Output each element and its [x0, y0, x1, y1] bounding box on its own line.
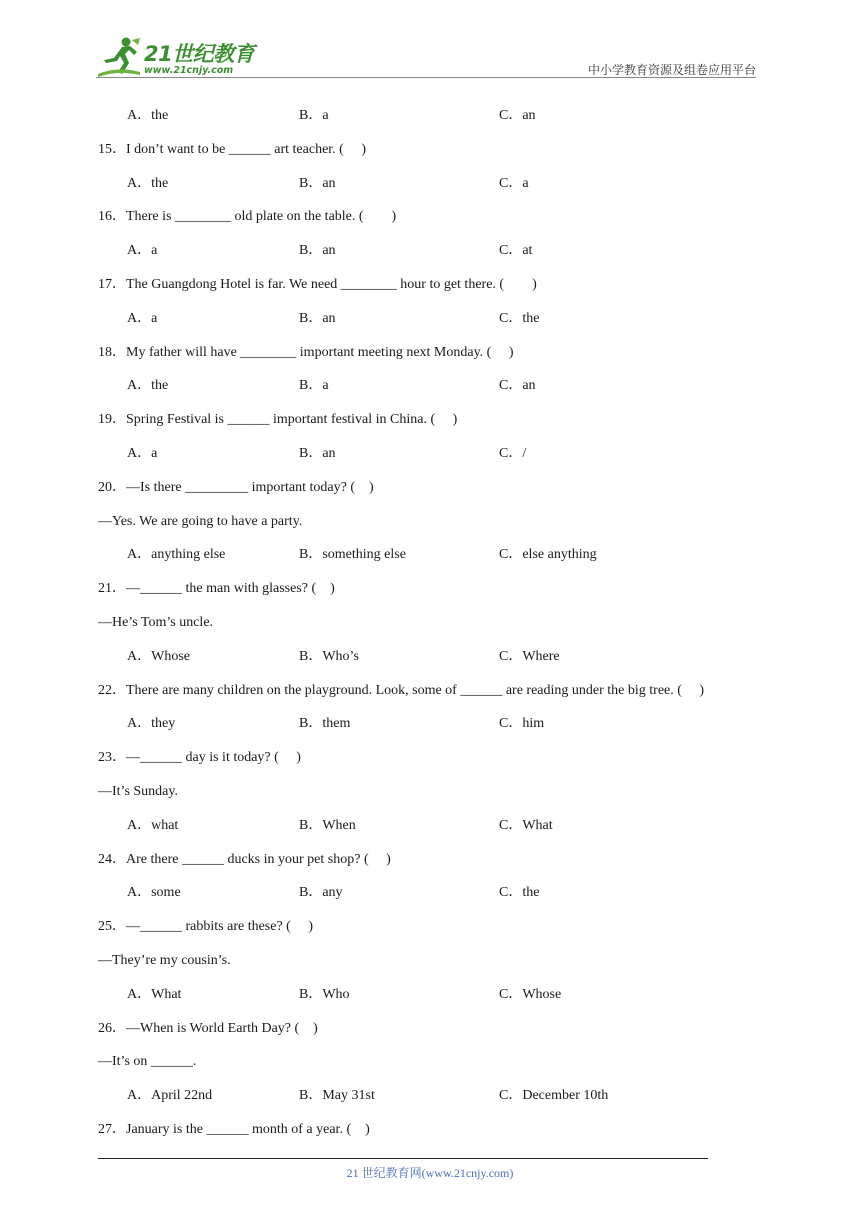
header-divider — [96, 77, 756, 78]
answer-options — [98, 104, 778, 138]
question-line: 22．There are many children on the playground. Look, some of ______ are reading under the big tree. ( ) — [98, 682, 705, 698]
logo-title: 21世纪教育 — [144, 42, 255, 66]
option-b[interactable]: B．any — [299, 885, 343, 901]
option-b[interactable]: B．a — [299, 108, 329, 123]
platform-name: 中小学教育资源及组卷应用平台 — [587, 63, 756, 77]
option-a[interactable]: A．the — [127, 108, 169, 123]
option-c[interactable]: C．at — [499, 243, 533, 259]
question-list — [98, 104, 778, 1152]
question-line: 16．There is ________ old plate on the table. ( ) — [98, 209, 397, 225]
option-b[interactable]: B．an — [299, 175, 336, 191]
question-line: 19．Spring Festival is ______ important festival in China. ( ) — [98, 412, 458, 428]
question-line: 17．The Guangdong Hotel is far. We need ________ hour to get there. ( ) — [98, 276, 537, 292]
question-line: 21．—______ the man with glasses? ( ) — [98, 581, 335, 597]
option-c[interactable]: C．/ — [499, 445, 527, 461]
page-header — [96, 30, 756, 78]
option-c[interactable]: C．Whose — [499, 986, 562, 1002]
answer-options — [98, 442, 778, 476]
option-b[interactable]: B．something else — [299, 547, 406, 563]
footer-text[interactable]: 21 世纪教育网(www.21cnjy.com) — [346, 1166, 514, 1180]
footer-divider — [98, 1158, 708, 1159]
question-line: —He’s Tom’s uncle. — [98, 614, 214, 630]
answer-options — [98, 645, 778, 679]
option-b[interactable]: B．When — [299, 817, 356, 833]
option-b[interactable]: B．an — [299, 445, 336, 461]
question-line: 24．Are there ______ ducks in your pet shop? ( ) — [98, 851, 391, 867]
answer-options — [98, 814, 778, 848]
runner-logo-icon — [96, 36, 142, 80]
option-b[interactable]: B．them — [299, 716, 351, 732]
answer-options — [98, 374, 778, 408]
question-line: 18．My father will have ________ important meeting next Monday. ( ) — [98, 344, 514, 360]
option-a[interactable]: A．Whose — [127, 648, 190, 664]
option-b[interactable]: B．May 31st — [299, 1088, 375, 1104]
question-line: —It’s on ______. — [98, 1054, 197, 1070]
site-logo[interactable] — [96, 36, 266, 80]
option-c[interactable]: C．an — [499, 378, 536, 394]
option-a[interactable]: A．some — [127, 885, 181, 901]
option-a[interactable]: A．anything else — [127, 547, 226, 563]
answer-options — [98, 881, 778, 915]
option-a[interactable]: A．the — [127, 378, 169, 394]
option-c[interactable]: C．December 10th — [499, 1088, 609, 1104]
answer-options — [98, 983, 778, 1017]
answer-options — [98, 307, 778, 341]
option-c[interactable]: C．What — [499, 817, 553, 833]
option-c[interactable]: C．an — [499, 108, 536, 123]
option-b[interactable]: B．an — [299, 310, 336, 326]
option-a[interactable]: A．April 22nd — [127, 1088, 213, 1104]
option-c[interactable]: C．else anything — [499, 547, 597, 563]
option-c[interactable]: C．the — [499, 885, 540, 901]
question-line: 20．—Is there _________ important today? ( ) — [98, 479, 374, 495]
option-b[interactable]: B．an — [299, 243, 336, 259]
option-c[interactable]: C．Where — [499, 648, 560, 664]
option-b[interactable]: B．a — [299, 378, 329, 394]
answer-options — [98, 172, 778, 206]
option-a[interactable]: A．the — [127, 175, 169, 191]
answer-options — [98, 543, 778, 577]
answer-options — [98, 1084, 778, 1118]
option-a[interactable]: A．What — [127, 986, 182, 1002]
option-a[interactable]: A．a — [127, 445, 158, 461]
question-line: —It’s Sunday. — [98, 783, 178, 799]
option-c[interactable]: C．the — [499, 310, 540, 326]
question-line: 25．—______ rabbits are these? ( ) — [98, 919, 313, 935]
question-line: 15．I don’t want to be ______ art teacher. ( ) — [98, 141, 367, 157]
option-b[interactable]: B．Who — [299, 986, 350, 1002]
logo-url: www.21cnjy.com — [144, 65, 234, 76]
question-line: 23．—______ day is it today? ( ) — [98, 750, 301, 766]
option-c[interactable]: C．him — [499, 716, 545, 732]
option-b[interactable]: B．Who’s — [299, 648, 359, 664]
answer-options — [98, 239, 778, 273]
option-a[interactable]: A．a — [127, 243, 158, 259]
question-line: —They’re my cousin’s. — [98, 952, 231, 968]
question-line: 27．January is the ______ month of a year. ( ) — [98, 1121, 370, 1137]
question-line: —Yes. We are going to have a party. — [98, 513, 303, 529]
question-line: 26．—When is World Earth Day? ( ) — [98, 1020, 318, 1036]
option-a[interactable]: A．they — [127, 716, 176, 732]
option-a[interactable]: A．a — [127, 310, 158, 326]
answer-options — [98, 712, 778, 746]
option-c[interactable]: C．a — [499, 175, 529, 191]
option-a[interactable]: A．what — [127, 817, 179, 833]
